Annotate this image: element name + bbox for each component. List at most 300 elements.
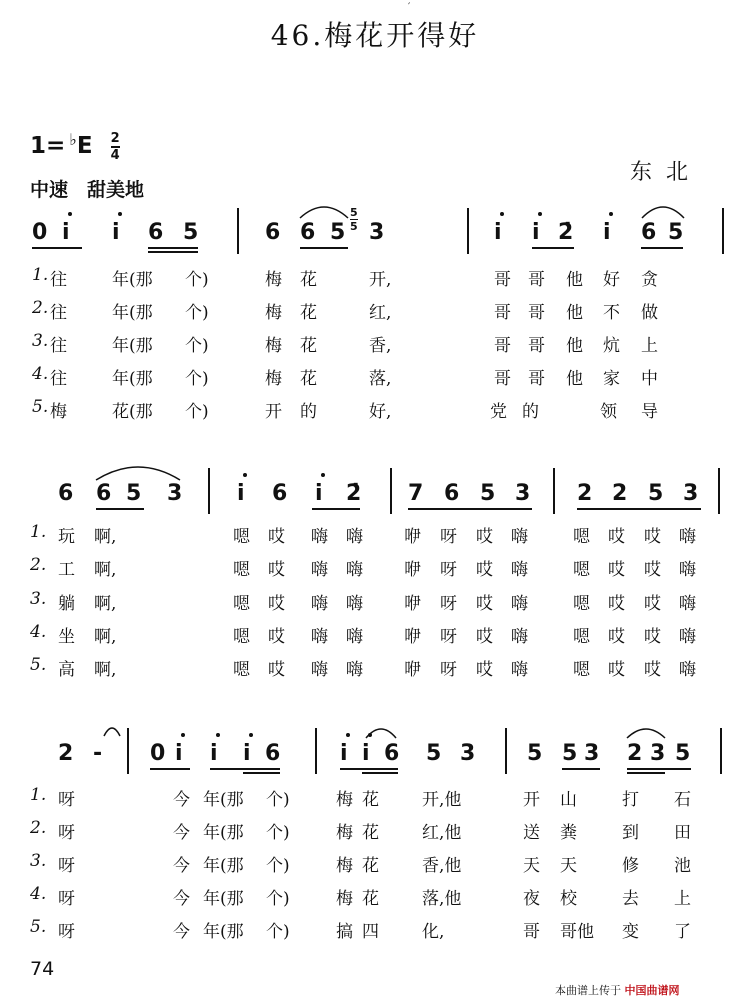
note: 0 [32, 220, 48, 245]
lyric: 哎 [608, 594, 625, 614]
verse-number: 4. [30, 622, 47, 642]
verse-number: 5. [30, 917, 47, 937]
lyric: 天 [523, 856, 540, 876]
lyric: 哎 [644, 527, 661, 547]
lyric: 花 [300, 369, 317, 389]
lyric: 工 [58, 560, 75, 580]
lyric: 哎 [608, 560, 625, 580]
note: 5 [562, 741, 578, 766]
high-octave-dot [118, 212, 122, 216]
lyric: 天 [560, 856, 577, 876]
lyric: 他 [566, 336, 583, 356]
note: 5 [527, 741, 543, 766]
lyric: 导 [641, 402, 658, 422]
high-octave-dot [181, 733, 185, 737]
lyric: 哥 [494, 270, 511, 290]
lyric: 个) [185, 336, 209, 356]
lyric: 呀 [440, 627, 457, 647]
high-octave-dot [346, 733, 350, 737]
note: 2 [612, 481, 628, 506]
note: 3 [515, 481, 531, 506]
lyric: 哎 [268, 627, 285, 647]
lyric: 池 [674, 856, 691, 876]
note: 2̇ [346, 481, 362, 506]
verse-number: 1. [30, 785, 47, 805]
note: 5 [330, 220, 346, 245]
lyric: 领 [600, 402, 617, 422]
beam-underline [340, 768, 398, 770]
beam-underline [243, 772, 280, 774]
note: i [340, 741, 348, 766]
verse-number: 2. [30, 555, 47, 575]
lyric: 啊, [94, 594, 117, 614]
lyric: 红,他 [422, 823, 462, 843]
lyric: 个) [266, 922, 290, 942]
note: 5 [426, 741, 442, 766]
site-logo[interactable]: 中国曲谱网 [624, 984, 680, 997]
lyric: 红, [369, 303, 392, 323]
lyric: 嗯 [573, 527, 590, 547]
lyric: 个) [266, 790, 290, 810]
slur [364, 724, 398, 740]
lyric: 嗨 [346, 627, 363, 647]
lyric: 呀 [58, 856, 75, 876]
lyric: 哎 [644, 627, 661, 647]
note: 5 [668, 220, 684, 245]
note: i [494, 220, 502, 245]
lyric: 嗨 [679, 527, 696, 547]
lyric: 梅 [336, 889, 353, 909]
lyric: 哎 [268, 594, 285, 614]
beam-underline [148, 251, 198, 253]
note: 3 [369, 220, 385, 245]
lyric: 嗨 [346, 594, 363, 614]
lyric: 哥 [494, 303, 511, 323]
bar-line [237, 208, 239, 254]
lyric: 今 [173, 922, 190, 942]
lyric: 好 [603, 270, 620, 290]
lyric: 哎 [608, 627, 625, 647]
lyric: 年(那 [203, 856, 244, 876]
note: 6 [641, 220, 657, 245]
note: i [62, 220, 70, 245]
lyric: 到 [622, 823, 639, 843]
lyric: 咿 [404, 560, 421, 580]
lyric: 嗯 [573, 594, 590, 614]
print-mark: ′ [408, 2, 411, 13]
lyric: 打 [622, 790, 639, 810]
high-octave-dot [538, 212, 542, 216]
high-octave-dot [249, 733, 253, 737]
lyric: 落,他 [422, 889, 462, 909]
lyric: 粪 [560, 823, 577, 843]
lyric: 搞 [336, 922, 353, 942]
note: 3 [460, 741, 476, 766]
lyric: 香,他 [422, 856, 462, 876]
song-title: 46.梅花开得好 [270, 19, 480, 52]
lyric: 个) [185, 303, 209, 323]
lyric: 哎 [476, 594, 493, 614]
lyric: 呀 [58, 823, 75, 843]
lyric: 嗨 [511, 560, 528, 580]
beam-underline [148, 247, 198, 249]
tie-arc [102, 724, 122, 738]
lyric: 嗨 [511, 594, 528, 614]
lyric: 嗨 [346, 560, 363, 580]
note: 6 [265, 741, 281, 766]
grace-note: 5 5 [350, 206, 358, 233]
note: 6 [265, 220, 281, 245]
lyric: 花 [362, 823, 379, 843]
lyric: 花 [300, 336, 317, 356]
bar-line [390, 468, 392, 514]
lyric: 嗨 [511, 627, 528, 647]
slur [298, 202, 350, 220]
lyric: 嗨 [346, 527, 363, 547]
lyric: 开 [523, 790, 540, 810]
lyric: 嗨 [679, 594, 696, 614]
note: 5 [126, 481, 142, 506]
tempo-marking: 中速 甜美地 [30, 179, 145, 201]
note: i [532, 220, 540, 245]
note: 2 [627, 741, 643, 766]
lyric: 哥 [528, 336, 545, 356]
lyric: 玩 [58, 527, 75, 547]
note: 2̇ [558, 220, 574, 245]
beam-underline [300, 247, 348, 249]
lyric: 啊, [94, 660, 117, 680]
lyric: 他 [566, 270, 583, 290]
lyric: 哥 [528, 369, 545, 389]
lyric: 开,他 [422, 790, 462, 810]
lyric: 个) [185, 270, 209, 290]
lyric: 咿 [404, 627, 421, 647]
bar-line [315, 728, 317, 774]
lyric: 个) [185, 402, 209, 422]
note: 3 [683, 481, 699, 506]
lyric: 梅 [265, 303, 282, 323]
lyric: 哎 [644, 560, 661, 580]
lyric: 上 [641, 336, 658, 356]
high-octave-dot [68, 212, 72, 216]
verse-number: 5. [30, 655, 47, 675]
lyric: 嗨 [679, 660, 696, 680]
lyric: 梅 [50, 402, 67, 422]
lyric: 坐 [58, 627, 75, 647]
lyric: 党 [490, 402, 507, 422]
lyric: 嗯 [233, 660, 250, 680]
note: 6 [384, 741, 400, 766]
verse-number: 4. [32, 364, 49, 384]
lyric: 哎 [608, 660, 625, 680]
lyric: 梅 [336, 790, 353, 810]
bar-line [553, 468, 555, 514]
lyric: 年(那 [203, 922, 244, 942]
lyric: 往 [50, 270, 67, 290]
lyric: 哎 [268, 527, 285, 547]
verse-number: 4. [30, 884, 47, 904]
bar-line [505, 728, 507, 774]
lyric: 往 [50, 369, 67, 389]
note: i [175, 741, 183, 766]
lyric: 今 [173, 790, 190, 810]
bar-line [127, 728, 129, 774]
lyric: 年(那 [203, 889, 244, 909]
lyric: 年(那 [112, 336, 153, 356]
lyric: 呀 [440, 660, 457, 680]
lyric: 花 [300, 303, 317, 323]
note: 3 [167, 481, 183, 506]
lyric: 呀 [440, 527, 457, 547]
lyric: 花 [362, 856, 379, 876]
beam-underline [210, 768, 280, 770]
note: 2 [58, 741, 74, 766]
note: i [362, 741, 370, 766]
lyric: 啊, [94, 527, 117, 547]
note: 2 [577, 481, 593, 506]
lyric: 梅 [336, 856, 353, 876]
verse-number: 3. [30, 589, 47, 609]
bar-line [722, 208, 724, 254]
lyric: 中 [641, 369, 658, 389]
note: i [603, 220, 611, 245]
lyric: 嗨 [511, 527, 528, 547]
beam-underline [150, 768, 190, 770]
verse-number: 2. [30, 818, 47, 838]
lyric: 躺 [58, 594, 75, 614]
lyric: 今 [173, 889, 190, 909]
lyric: 的 [522, 402, 539, 422]
lyric: 嗨 [679, 627, 696, 647]
lyric: 嗨 [679, 560, 696, 580]
lyric: 嗯 [573, 660, 590, 680]
lyric: 哎 [476, 527, 493, 547]
lyric: 修 [622, 856, 639, 876]
lyric: 哥他 [560, 922, 594, 942]
lyric: 嗨 [311, 594, 328, 614]
note: i [237, 481, 245, 506]
lyric: 梅 [265, 336, 282, 356]
note: i [112, 220, 120, 245]
lyric: 他 [566, 303, 583, 323]
lyric: 校 [560, 889, 577, 909]
time-bottom: 4 [110, 148, 120, 163]
note: i [315, 481, 323, 506]
lyric: 啊, [94, 560, 117, 580]
lyric: 个) [185, 369, 209, 389]
key-tonic: 1= [30, 133, 66, 159]
note: 6 [58, 481, 74, 506]
slur [625, 724, 667, 740]
lyric: 花 [362, 889, 379, 909]
high-octave-dot [321, 473, 325, 477]
note: 6 [444, 481, 460, 506]
lyric: 哎 [644, 660, 661, 680]
lyric: 石 [674, 790, 691, 810]
lyric: 嗨 [311, 660, 328, 680]
note: 5 [675, 741, 691, 766]
lyric: 往 [50, 336, 67, 356]
lyric: 咿 [404, 594, 421, 614]
key-letter: E [76, 133, 93, 159]
lyric: 高 [58, 660, 75, 680]
note: 3 [650, 741, 666, 766]
lyric: 落, [369, 369, 392, 389]
lyric: 开, [369, 270, 392, 290]
bar-line [720, 728, 722, 774]
slur [640, 202, 686, 220]
lyric: 花 [300, 270, 317, 290]
lyric: 年(那 [112, 303, 153, 323]
lyric: 哎 [268, 660, 285, 680]
lyric: 开 [265, 402, 282, 422]
time-signature [111, 132, 120, 162]
lyric: 年(那 [112, 369, 153, 389]
region-label: 东北 [630, 160, 703, 185]
lyric: 花 [362, 790, 379, 810]
lyric: 嗨 [311, 560, 328, 580]
lyric: 去 [622, 889, 639, 909]
lyric: 哎 [268, 560, 285, 580]
lyric: 嗯 [233, 560, 250, 580]
lyric: 啊, [94, 627, 117, 647]
lyric: 嗯 [573, 560, 590, 580]
lyric: 哎 [476, 627, 493, 647]
note: 5 [648, 481, 664, 506]
verse-number: 1. [32, 265, 49, 285]
note: 5 [183, 220, 199, 245]
beam-underline [577, 508, 701, 510]
lyric: 山 [560, 790, 577, 810]
lyric: 咿 [404, 660, 421, 680]
lyric: 香, [369, 336, 392, 356]
note: i [243, 741, 251, 766]
lyric: 了 [674, 922, 691, 942]
lyric: 个) [266, 889, 290, 909]
lyric: 哎 [644, 594, 661, 614]
lyric: 嗯 [233, 527, 250, 547]
lyric: 贪 [641, 270, 658, 290]
beam-underline [532, 247, 574, 249]
footer-credit [555, 982, 680, 998]
lyric: 上 [674, 889, 691, 909]
lyric: 哥 [528, 270, 545, 290]
lyric: 梅 [265, 369, 282, 389]
bar-line [208, 468, 210, 514]
lyric: 田 [674, 823, 691, 843]
lyric: 哥 [494, 336, 511, 356]
lyric: 哥 [494, 369, 511, 389]
lyric: 他 [566, 369, 583, 389]
lyric: 家 [603, 369, 620, 389]
beam-underline [362, 772, 398, 774]
lyric: 的 [300, 402, 317, 422]
verse-number: 2. [32, 298, 49, 318]
lyric: 哥 [528, 303, 545, 323]
note: 6 [300, 220, 316, 245]
lyric: 呀 [58, 889, 75, 909]
verse-number: 3. [32, 331, 49, 351]
note: 6 [148, 220, 164, 245]
lyric: 呀 [58, 790, 75, 810]
high-octave-dot [243, 473, 247, 477]
lyric: 年(那 [203, 823, 244, 843]
time-top: 2 [110, 131, 120, 146]
verse-number: 1. [30, 522, 47, 542]
beam-underline [96, 508, 144, 510]
note: 5 [480, 481, 496, 506]
lyric: 今 [173, 856, 190, 876]
lyric: 不 [603, 303, 620, 323]
high-octave-dot [500, 212, 504, 216]
beam-underline [408, 508, 532, 510]
lyric: 四 [362, 922, 379, 942]
lyric: 嗨 [311, 527, 328, 547]
lyric: 嗯 [573, 627, 590, 647]
high-octave-dot [216, 733, 220, 737]
note: 0 [150, 741, 166, 766]
page-number: 74 [30, 958, 55, 980]
beam-underline [32, 247, 82, 249]
lyric: 哎 [608, 527, 625, 547]
note: 6 [272, 481, 288, 506]
lyric: 今 [173, 823, 190, 843]
lyric: 年(那 [112, 270, 153, 290]
slur [94, 462, 182, 482]
lyric: 哎 [476, 560, 493, 580]
note: 6 [96, 481, 112, 506]
lyric: 哥 [523, 922, 540, 942]
lyric: 年(那 [203, 790, 244, 810]
lyric: 个) [266, 823, 290, 843]
bar-line [718, 468, 720, 514]
lyric: 呀 [58, 922, 75, 942]
note: 3 [584, 741, 600, 766]
lyric: 个) [266, 856, 290, 876]
beam-underline [562, 768, 600, 770]
note: - [93, 741, 103, 766]
lyric: 夜 [523, 889, 540, 909]
lyric: 变 [622, 922, 639, 942]
lyric: 嗨 [511, 660, 528, 680]
key-flat: ♭ [69, 130, 77, 149]
lyric: 炕 [603, 336, 620, 356]
lyric: 呀 [440, 560, 457, 580]
verse-number: 5. [32, 397, 49, 417]
lyric: 嗯 [233, 594, 250, 614]
bar-line [467, 208, 469, 254]
lyric: 好, [369, 402, 392, 422]
lyric: 呀 [440, 594, 457, 614]
verse-number: 3. [30, 851, 47, 871]
beam-underline [627, 768, 691, 770]
lyric: 梅 [336, 823, 353, 843]
note: 7 [408, 481, 424, 506]
lyric: 花(那 [112, 402, 153, 422]
lyric: 嗨 [311, 627, 328, 647]
lyric: 化, [422, 922, 445, 942]
lyric: 哎 [476, 660, 493, 680]
lyric: 嗨 [346, 660, 363, 680]
beam-underline [641, 247, 683, 249]
key-signature [30, 130, 120, 162]
lyric: 往 [50, 303, 67, 323]
lyric: 梅 [265, 270, 282, 290]
lyric: 做 [641, 303, 658, 323]
beam-underline [627, 772, 665, 774]
lyric: 咿 [404, 527, 421, 547]
lyric: 嗯 [233, 627, 250, 647]
